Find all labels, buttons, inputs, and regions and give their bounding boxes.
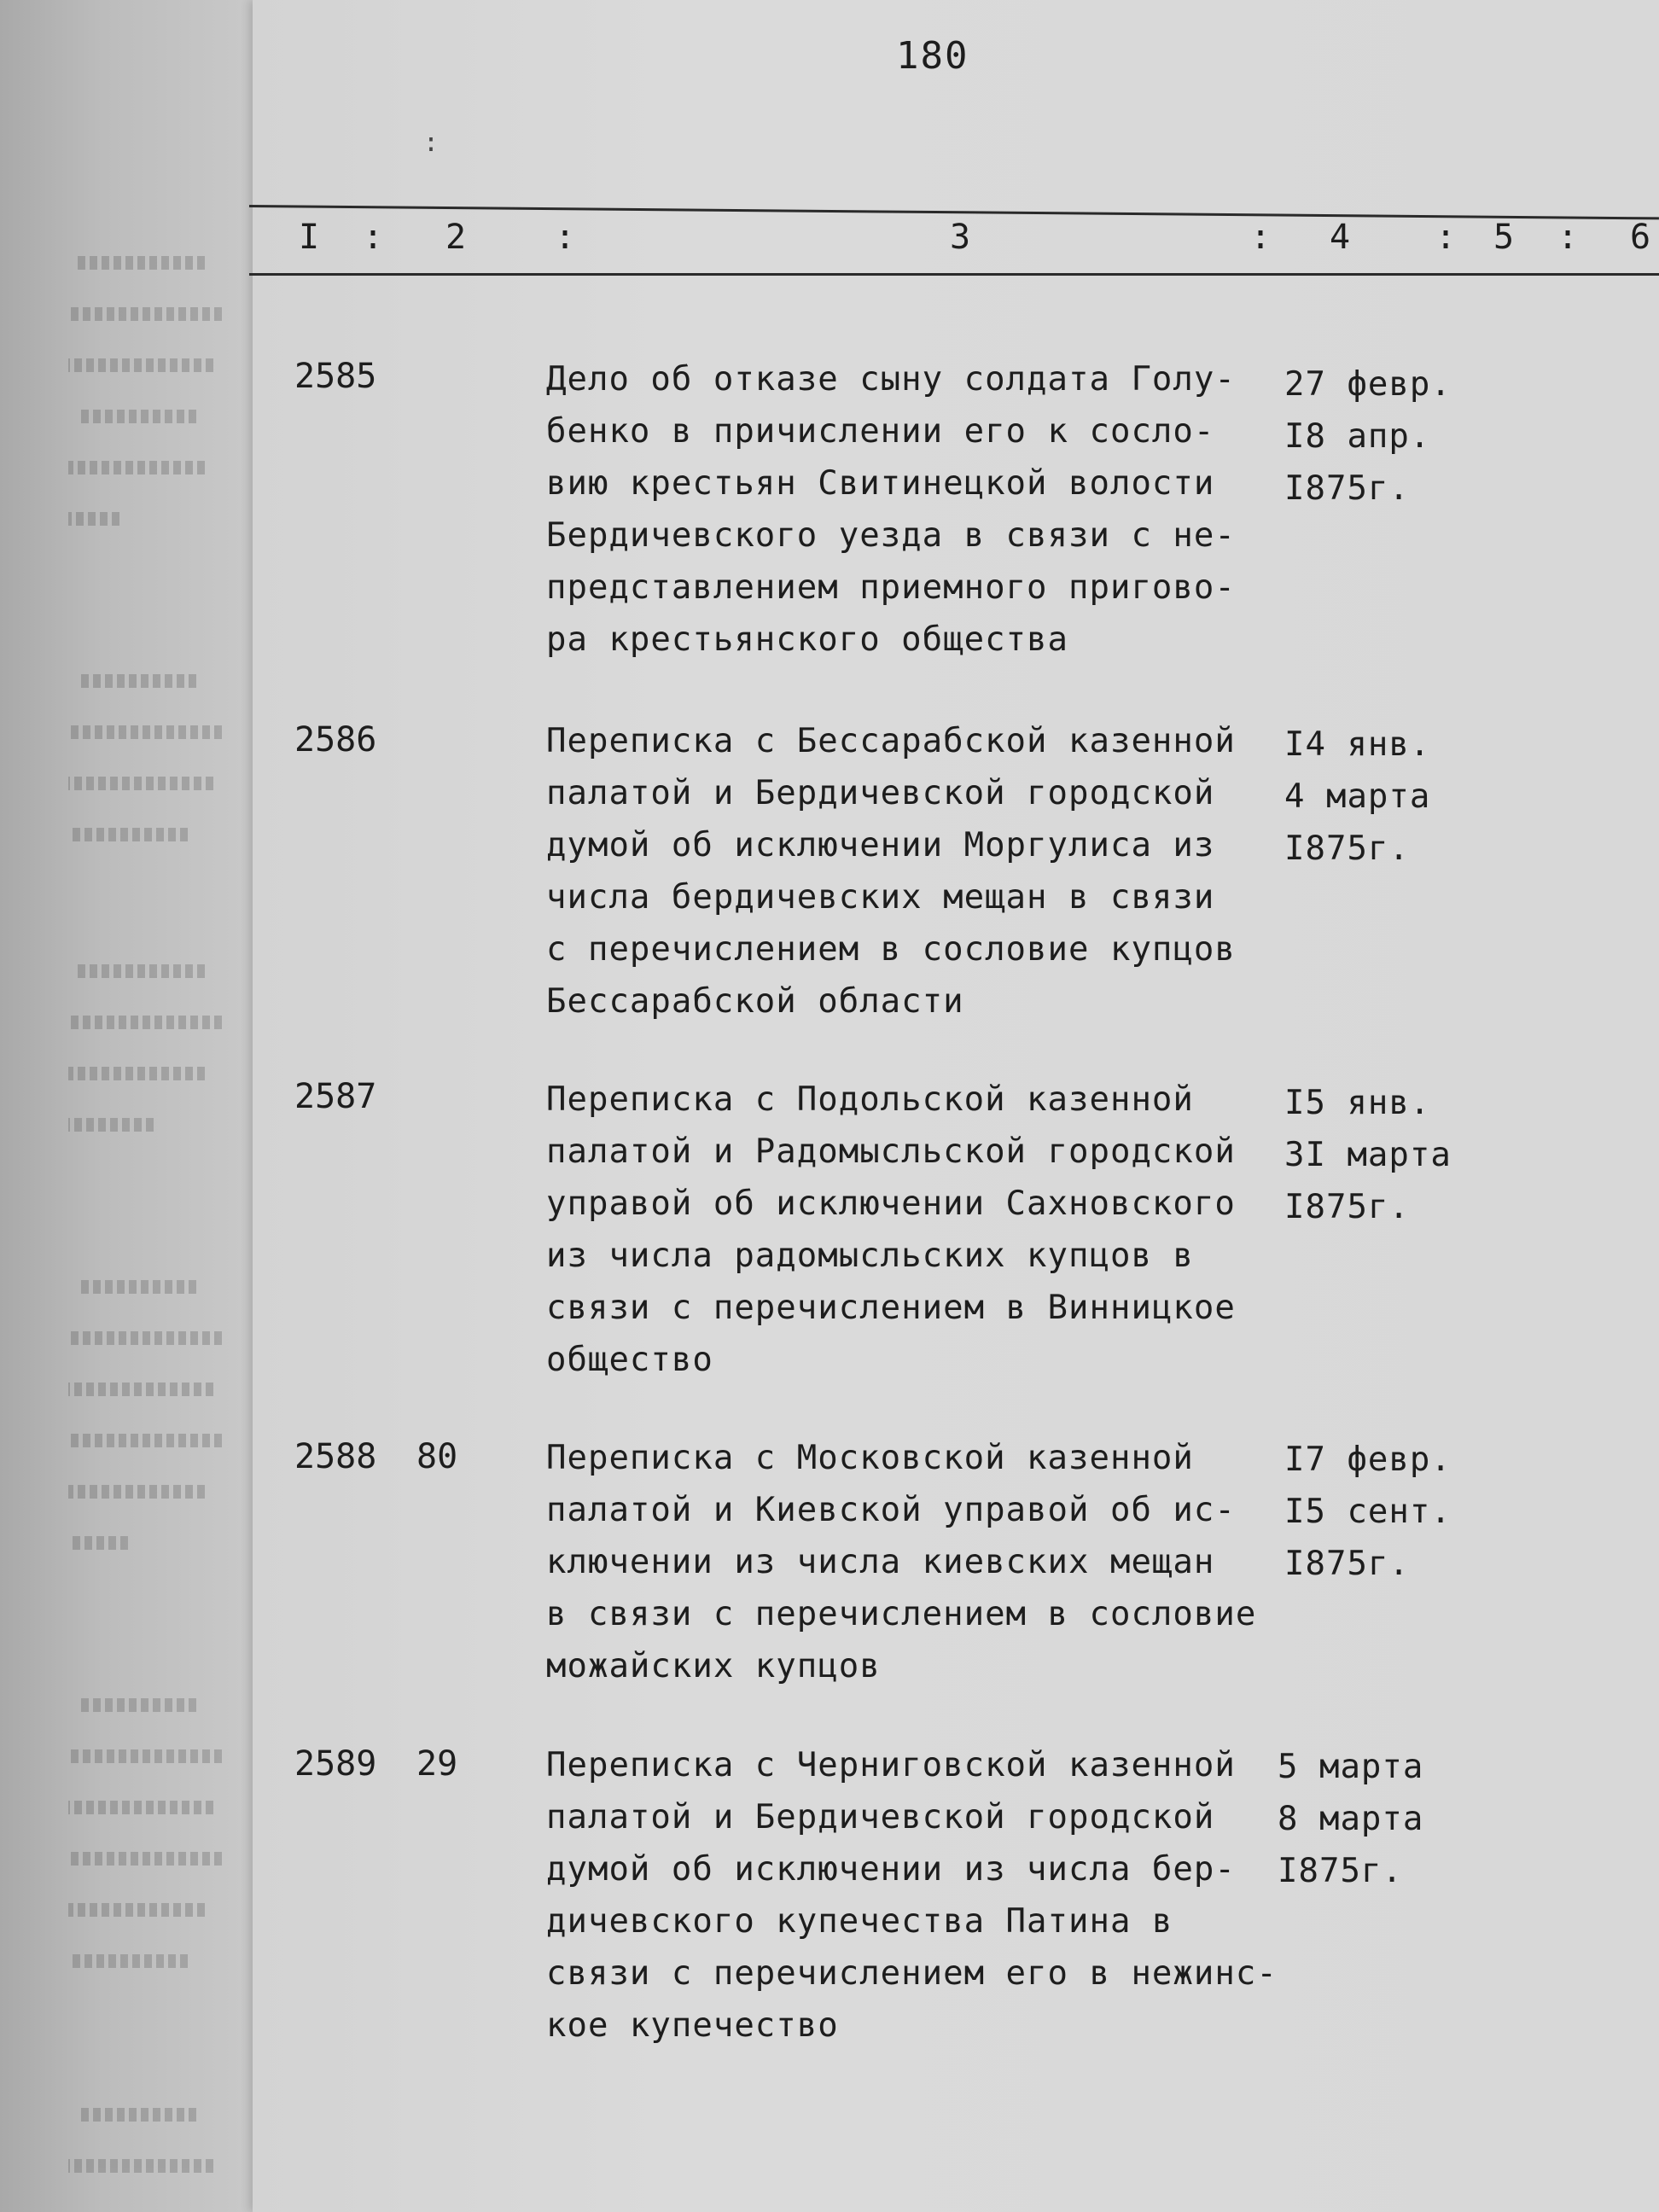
entry-sub-number: 29 [416, 1744, 458, 1784]
date-year: I875г. [1278, 1852, 1403, 1890]
column-header-4: 4 [1330, 218, 1351, 257]
description-line: связи с перечислением его в нежинс- [546, 1954, 1278, 1993]
description-line: Дело об отказе сыну солдата Голу- [546, 360, 1236, 399]
column-separator: : [1557, 218, 1579, 257]
description-line: из числа радомысльских купцов в [546, 1237, 1194, 1275]
entry-description [546, 353, 1289, 666]
description-line: в связи с перечислением в сословие [546, 1595, 1257, 1633]
entry-dates [1284, 358, 1506, 515]
column-header-6: 6 [1630, 218, 1651, 257]
description-line: Переписка с Подольской казенной [546, 1080, 1194, 1119]
description-line: вию крестьян Свитинецкой волости [546, 464, 1215, 503]
description-line: связи с перечислением в Винницкое [546, 1289, 1236, 1327]
entry-sub-number: 80 [416, 1437, 458, 1476]
date-end: 8 марта [1278, 1800, 1424, 1838]
description-line: числа бердичевских мещан в связи [546, 878, 1215, 917]
page-number: 180 [896, 34, 969, 78]
description-line: представлением приемного пригово- [546, 568, 1236, 607]
entry-dates [1278, 1741, 1499, 1897]
column-header-5: 5 [1493, 218, 1515, 257]
description-line: с перечислением в сословие купцов [546, 930, 1236, 969]
entry-description [546, 1074, 1289, 1386]
entry-dates [1284, 719, 1506, 875]
entry-dates [1284, 1434, 1506, 1590]
date-year: I875г. [1284, 830, 1410, 868]
description-line: думой об исключении Моргулиса из [546, 826, 1215, 864]
entry-number: 2587 [294, 1077, 377, 1116]
date-end: I8 апр. [1284, 417, 1431, 456]
entry-description [546, 715, 1289, 1027]
show-through-text [0, 0, 256, 2212]
entry-number: 2586 [294, 720, 377, 760]
column-separator: : [363, 218, 384, 257]
date-start: I5 янв. [1284, 1084, 1431, 1122]
description-line: управой об исключении Сахновского [546, 1185, 1236, 1223]
date-end: I5 сент. [1284, 1493, 1452, 1531]
date-start: 27 февр. [1284, 365, 1452, 404]
entry-number: 2588 [294, 1437, 377, 1476]
entry-number: 2585 [294, 357, 377, 396]
description-line: Бердичевского уезда в связи с не- [546, 516, 1236, 555]
column-header-1: I [299, 218, 320, 257]
description-line: бенко в причислении его к сосло- [546, 412, 1215, 451]
date-start: 5 марта [1278, 1748, 1424, 1786]
date-start: I4 янв. [1284, 725, 1431, 764]
entry-dates [1284, 1077, 1506, 1233]
description-line: палатой и Киевской управой об ис- [546, 1491, 1236, 1529]
description-line: Переписка с Черниговской казенной [546, 1746, 1236, 1784]
date-year: I875г. [1284, 1188, 1410, 1226]
entry-description [546, 1432, 1289, 1692]
date-start: I7 февр. [1284, 1441, 1452, 1479]
description-line: ключении из числа киевских мещан [546, 1543, 1215, 1581]
description-line: думой об исключении из числа бер- [546, 1850, 1236, 1889]
column-separator: : [1250, 218, 1272, 257]
description-line: общество [546, 1341, 713, 1379]
column-header-3: 3 [950, 218, 971, 257]
entry-description [546, 1739, 1289, 2052]
description-line: можайских купцов [546, 1647, 881, 1685]
column-separator: : [1435, 218, 1457, 257]
description-line: Переписка с Московской казенной [546, 1439, 1194, 1477]
column-separator: : [555, 218, 576, 257]
description-line: дичевского купечества Патина в [546, 1902, 1173, 1941]
date-year: I875г. [1284, 469, 1410, 508]
description-line: Бессарабской области [546, 982, 964, 1021]
description-line: ра крестьянского общества [546, 620, 1068, 659]
entry-number: 2589 [294, 1744, 377, 1784]
previous-page-edge [0, 0, 256, 2212]
description-line: палатой и Бердичевской городской [546, 1798, 1215, 1837]
column-header-2: 2 [445, 218, 467, 257]
date-end: 3I марта [1284, 1136, 1452, 1174]
description-line: Переписка с Бессарабской казенной [546, 722, 1236, 760]
date-end: 4 марта [1284, 777, 1431, 816]
margin-mark: : [423, 128, 439, 158]
description-line: кое купечество [546, 2006, 839, 2045]
description-line: палатой и Радомысльской городской [546, 1132, 1236, 1171]
header-rule-bottom [249, 273, 1659, 276]
description-line: палатой и Бердичевской городской [546, 774, 1215, 812]
date-year: I875г. [1284, 1545, 1410, 1583]
